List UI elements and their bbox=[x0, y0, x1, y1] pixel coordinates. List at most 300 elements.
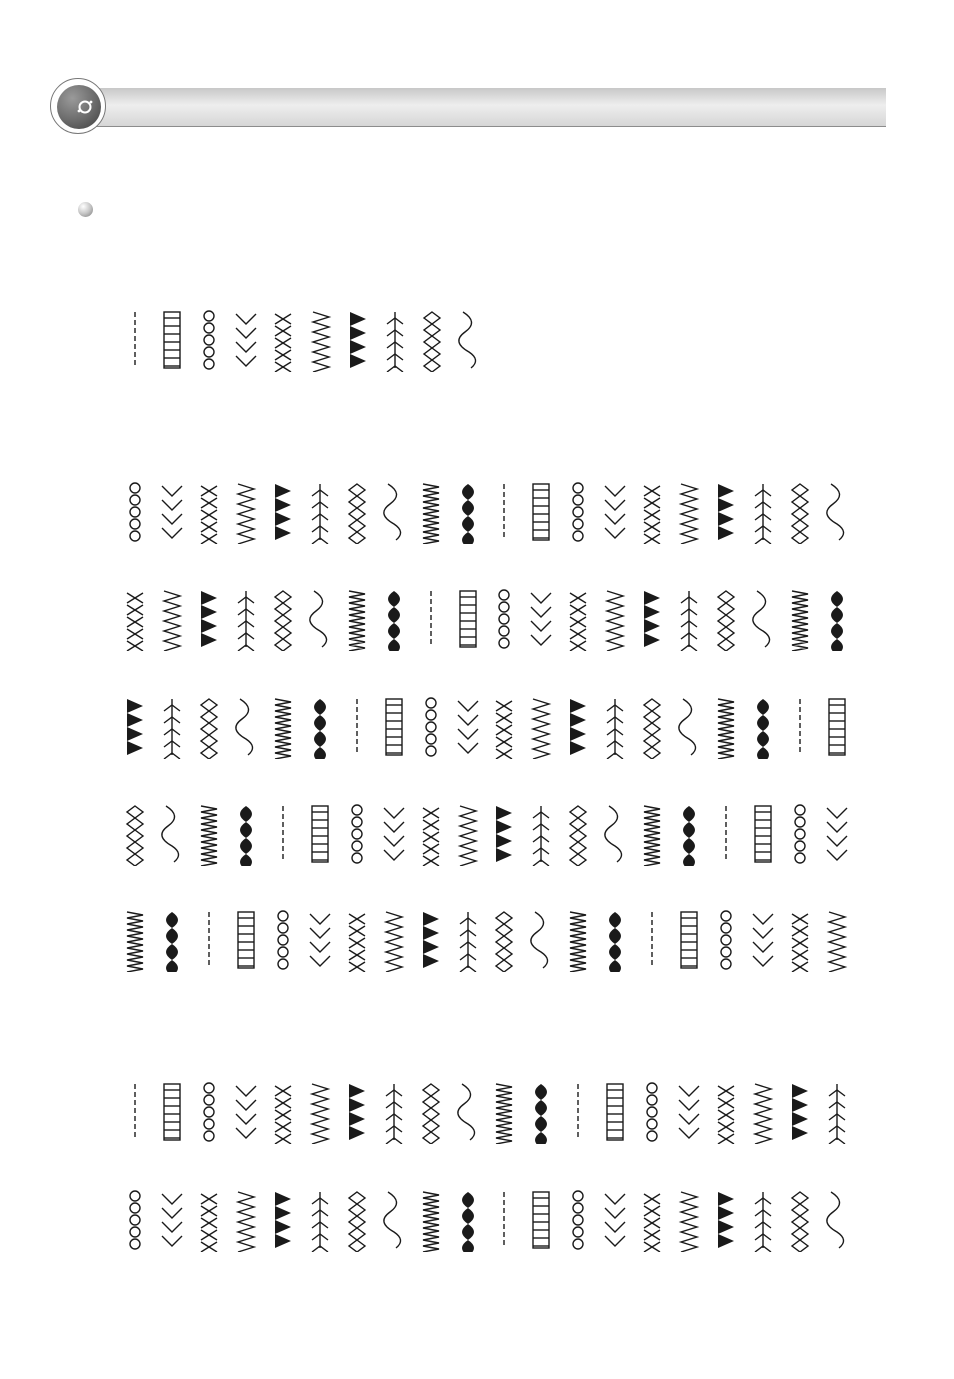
stitch-pattern-icon bbox=[560, 1188, 596, 1252]
stitch-pattern-icon bbox=[819, 695, 855, 759]
stitch-pattern-icon bbox=[597, 1188, 633, 1252]
stitch-pattern-icon bbox=[745, 802, 781, 866]
stitch-pattern-icon bbox=[708, 1080, 744, 1144]
stitch-pattern-icon bbox=[302, 480, 338, 544]
stitch-glyph bbox=[154, 802, 190, 866]
stitch-glyph bbox=[708, 587, 744, 651]
stitch-pattern-icon bbox=[819, 908, 855, 972]
stitch-glyph bbox=[597, 908, 633, 972]
stitch-pattern-icon bbox=[782, 1080, 818, 1144]
stitch-glyph bbox=[560, 908, 596, 972]
stitch-pattern-icon bbox=[302, 587, 338, 651]
stitch-pattern-icon bbox=[708, 908, 744, 972]
stitch-pattern-icon bbox=[117, 587, 153, 651]
stitch-glyph bbox=[782, 695, 818, 759]
stitch-pattern-icon bbox=[265, 1188, 301, 1252]
stitch-glyph bbox=[486, 802, 522, 866]
stitch-pattern-icon bbox=[745, 908, 781, 972]
stitch-glyph bbox=[634, 587, 670, 651]
stitch-glyph bbox=[413, 908, 449, 972]
stitch-pattern-icon bbox=[191, 802, 227, 866]
decorative-stitch-row-4 bbox=[117, 802, 855, 866]
stitch-pattern-icon bbox=[597, 802, 633, 866]
stitch-pattern-icon bbox=[745, 1080, 781, 1144]
stitch-glyph bbox=[819, 802, 855, 866]
stitch-glyph bbox=[377, 308, 413, 372]
stitch-glyph bbox=[302, 1080, 338, 1144]
stitch-pattern-icon bbox=[154, 695, 190, 759]
stitch-glyph bbox=[303, 308, 339, 372]
stitch-glyph bbox=[191, 1080, 227, 1144]
stitch-pattern-icon bbox=[117, 908, 153, 972]
stitch-glyph bbox=[486, 1080, 522, 1144]
stitch-glyph bbox=[560, 802, 596, 866]
stitch-glyph bbox=[745, 908, 781, 972]
stitch-glyph bbox=[597, 1080, 633, 1144]
character-stitch-row-2 bbox=[117, 1188, 855, 1252]
stitch-glyph bbox=[486, 1188, 522, 1252]
stitch-glyph bbox=[819, 1080, 855, 1144]
stitch-glyph bbox=[819, 908, 855, 972]
stitch-pattern-icon bbox=[154, 587, 190, 651]
stitch-pattern-icon bbox=[782, 587, 818, 651]
stitch-pattern-icon bbox=[191, 587, 227, 651]
stitch-pattern-icon bbox=[117, 695, 153, 759]
stitch-pattern-icon bbox=[560, 908, 596, 972]
stitch-glyph bbox=[376, 587, 412, 651]
stitch-pattern-icon bbox=[745, 1188, 781, 1252]
stitch-glyph bbox=[191, 587, 227, 651]
stitch-pattern-icon bbox=[376, 1188, 412, 1252]
stitch-glyph bbox=[634, 480, 670, 544]
stitch-pattern-icon bbox=[191, 1080, 227, 1144]
stitch-pattern-icon bbox=[265, 480, 301, 544]
stitch-glyph bbox=[228, 908, 264, 972]
stitch-glyph bbox=[339, 802, 375, 866]
stitch-glyph bbox=[117, 587, 153, 651]
stitch-pattern-icon bbox=[486, 908, 522, 972]
stitch-pattern-icon bbox=[671, 480, 707, 544]
stitch-pattern-icon bbox=[413, 695, 449, 759]
stitch-pattern-icon bbox=[560, 587, 596, 651]
stitch-pattern-icon bbox=[819, 802, 855, 866]
stitch-pattern-icon bbox=[339, 1080, 375, 1144]
stitch-pattern-icon bbox=[228, 480, 264, 544]
stitch-glyph bbox=[302, 1188, 338, 1252]
stitch-glyph bbox=[450, 480, 486, 544]
stitch-pattern-icon bbox=[117, 802, 153, 866]
stitch-pattern-icon bbox=[339, 480, 375, 544]
decorative-stitch-row-1 bbox=[117, 480, 855, 544]
stitch-pattern-icon bbox=[191, 308, 227, 372]
stitch-pattern-icon bbox=[782, 1188, 818, 1252]
stitch-pattern-icon bbox=[560, 480, 596, 544]
stitch-pattern-icon bbox=[708, 1188, 744, 1252]
stitch-pattern-icon bbox=[376, 480, 412, 544]
stitch-pattern-icon bbox=[782, 695, 818, 759]
stitch-pattern-icon bbox=[634, 695, 670, 759]
stitch-pattern-icon bbox=[819, 480, 855, 544]
stitch-pattern-icon bbox=[560, 1080, 596, 1144]
stitch-glyph bbox=[450, 908, 486, 972]
stitch-pattern-icon bbox=[302, 1080, 338, 1144]
stitch-glyph bbox=[450, 695, 486, 759]
stitch-glyph bbox=[560, 480, 596, 544]
stitch-glyph bbox=[414, 308, 450, 372]
stitch-glyph bbox=[819, 695, 855, 759]
stitch-glyph bbox=[634, 1080, 670, 1144]
stitch-glyph bbox=[265, 1188, 301, 1252]
header-bar bbox=[78, 88, 886, 127]
stitch-glyph bbox=[745, 480, 781, 544]
stitch-glyph bbox=[265, 308, 301, 372]
stitch-pattern-icon bbox=[413, 587, 449, 651]
stitch-pattern-icon bbox=[265, 908, 301, 972]
stitch-glyph bbox=[782, 1080, 818, 1144]
stitch-glyph bbox=[154, 480, 190, 544]
decorative-stitch-row-5 bbox=[117, 908, 855, 972]
stitch-pattern-icon bbox=[523, 480, 559, 544]
stitch-glyph bbox=[708, 480, 744, 544]
stitch-glyph bbox=[376, 480, 412, 544]
stitch-pattern-icon bbox=[339, 1188, 375, 1252]
stitch-glyph bbox=[708, 1188, 744, 1252]
stitch-glyph bbox=[819, 480, 855, 544]
stitch-glyph bbox=[523, 908, 559, 972]
stitch-pattern-icon bbox=[302, 695, 338, 759]
stitch-pattern-icon bbox=[413, 908, 449, 972]
stitch-pattern-icon bbox=[486, 587, 522, 651]
stitch-glyph bbox=[523, 695, 559, 759]
stitch-pattern-icon bbox=[671, 908, 707, 972]
stitch-pattern-icon bbox=[302, 1188, 338, 1252]
stitch-glyph bbox=[117, 308, 153, 372]
stitch-glyph bbox=[819, 1188, 855, 1252]
stitch-pattern-icon bbox=[486, 802, 522, 866]
stitch-glyph bbox=[117, 1188, 153, 1252]
stitch-glyph bbox=[597, 480, 633, 544]
stitch-pattern-icon bbox=[154, 1080, 190, 1144]
stitch-pattern-icon bbox=[414, 308, 450, 372]
stitch-pattern-icon bbox=[376, 1080, 412, 1144]
stitch-glyph bbox=[228, 308, 264, 372]
stitch-glyph bbox=[413, 480, 449, 544]
stitch-pattern-icon bbox=[265, 1080, 301, 1144]
stitch-glyph bbox=[376, 908, 412, 972]
stitch-glyph bbox=[376, 1080, 412, 1144]
stitch-glyph bbox=[339, 1080, 375, 1144]
stitch-glyph bbox=[154, 695, 190, 759]
stitch-pattern-icon bbox=[376, 802, 412, 866]
stitch-pattern-icon bbox=[597, 695, 633, 759]
stitch-pattern-icon bbox=[671, 802, 707, 866]
stitch-glyph bbox=[265, 587, 301, 651]
stitch-pattern-icon bbox=[671, 1188, 707, 1252]
stitch-pattern-icon bbox=[523, 802, 559, 866]
stitch-pattern-icon bbox=[376, 908, 412, 972]
stitch-pattern-icon bbox=[191, 480, 227, 544]
stitch-pattern-icon bbox=[597, 908, 633, 972]
stitch-glyph bbox=[634, 695, 670, 759]
stitch-glyph bbox=[560, 1080, 596, 1144]
stitch-glyph bbox=[782, 802, 818, 866]
stitch-glyph bbox=[376, 802, 412, 866]
stitch-pattern-icon bbox=[339, 802, 375, 866]
stitch-glyph bbox=[191, 802, 227, 866]
stitch-glyph bbox=[782, 1188, 818, 1252]
stitch-glyph bbox=[560, 695, 596, 759]
stitch-glyph bbox=[671, 908, 707, 972]
stitch-glyph bbox=[782, 908, 818, 972]
stitch-pattern-icon bbox=[451, 308, 487, 372]
stitch-pattern-icon bbox=[782, 802, 818, 866]
stitch-pattern-icon bbox=[265, 695, 301, 759]
stitch-glyph bbox=[117, 802, 153, 866]
stitch-glyph bbox=[302, 908, 338, 972]
stitch-glyph bbox=[154, 1080, 190, 1144]
stitch-glyph bbox=[560, 587, 596, 651]
stitch-glyph bbox=[117, 480, 153, 544]
stitch-pattern-icon bbox=[228, 1080, 264, 1144]
grey-bullet-icon bbox=[78, 202, 93, 217]
stitch-glyph bbox=[782, 480, 818, 544]
stitch-glyph bbox=[708, 695, 744, 759]
stitch-pattern-icon bbox=[340, 308, 376, 372]
stitch-glyph bbox=[745, 1188, 781, 1252]
stitch-pattern-icon bbox=[523, 587, 559, 651]
stitch-glyph bbox=[228, 1188, 264, 1252]
stitch-glyph bbox=[819, 587, 855, 651]
stitch-pattern-icon bbox=[486, 695, 522, 759]
stitch-glyph bbox=[671, 480, 707, 544]
stitch-glyph bbox=[745, 587, 781, 651]
stitch-glyph bbox=[634, 1188, 670, 1252]
stitch-pattern-icon bbox=[117, 480, 153, 544]
stitch-pattern-icon bbox=[228, 587, 264, 651]
stitch-pattern-icon bbox=[413, 1080, 449, 1144]
stitch-pattern-icon bbox=[450, 695, 486, 759]
stitch-pattern-icon bbox=[191, 695, 227, 759]
stitch-pattern-icon bbox=[708, 587, 744, 651]
stitch-pattern-icon bbox=[634, 480, 670, 544]
stitch-pattern-icon bbox=[302, 802, 338, 866]
stitch-pattern-icon bbox=[265, 802, 301, 866]
stitch-pattern-icon bbox=[376, 587, 412, 651]
utility-stitch-row bbox=[117, 308, 487, 372]
stitch-pattern-icon bbox=[413, 802, 449, 866]
stitch-pattern-icon bbox=[154, 1188, 190, 1252]
stitch-pattern-icon bbox=[450, 1080, 486, 1144]
stitch-pattern-icon bbox=[634, 1080, 670, 1144]
stitch-pattern-icon bbox=[265, 587, 301, 651]
stitch-pattern-icon bbox=[597, 1080, 633, 1144]
stitch-pattern-icon bbox=[265, 308, 301, 372]
stitch-pattern-icon bbox=[523, 695, 559, 759]
character-stitch-row-1 bbox=[117, 1080, 855, 1144]
stitch-pattern-icon bbox=[708, 802, 744, 866]
stitch-glyph bbox=[265, 802, 301, 866]
stitch-glyph bbox=[745, 1080, 781, 1144]
stitch-pattern-icon bbox=[117, 1080, 153, 1144]
stitch-pattern-icon bbox=[634, 1188, 670, 1252]
stitch-pattern-icon bbox=[228, 308, 264, 372]
stitch-glyph bbox=[154, 908, 190, 972]
stitch-pattern-icon bbox=[154, 802, 190, 866]
section-header bbox=[50, 78, 888, 134]
stitch-glyph bbox=[339, 1188, 375, 1252]
stitch-glyph bbox=[191, 1188, 227, 1252]
stitch-glyph bbox=[671, 1080, 707, 1144]
stitch-glyph bbox=[413, 802, 449, 866]
stitch-pattern-icon bbox=[745, 695, 781, 759]
stitch-glyph bbox=[597, 587, 633, 651]
stitch-glyph bbox=[191, 908, 227, 972]
stitch-glyph bbox=[486, 480, 522, 544]
stitch-pattern-icon bbox=[671, 695, 707, 759]
stitch-pattern-icon bbox=[782, 480, 818, 544]
stitch-glyph bbox=[117, 908, 153, 972]
stitch-glyph bbox=[523, 480, 559, 544]
stitch-pattern-icon bbox=[228, 908, 264, 972]
stitch-glyph bbox=[302, 695, 338, 759]
stitch-glyph bbox=[597, 695, 633, 759]
stitch-pattern-icon bbox=[303, 308, 339, 372]
stitch-pattern-icon bbox=[339, 587, 375, 651]
decorative-stitch-row-2 bbox=[117, 587, 855, 651]
stitch-glyph bbox=[413, 1188, 449, 1252]
stitch-glyph bbox=[228, 695, 264, 759]
stitch-glyph bbox=[339, 587, 375, 651]
stitch-glyph bbox=[228, 802, 264, 866]
stitch-glyph bbox=[228, 1080, 264, 1144]
stitch-glyph bbox=[154, 1188, 190, 1252]
stitch-pattern-icon bbox=[819, 1080, 855, 1144]
stitch-pattern-icon bbox=[486, 1188, 522, 1252]
stitch-glyph bbox=[745, 802, 781, 866]
header-badge bbox=[50, 78, 106, 134]
stitch-glyph bbox=[597, 1188, 633, 1252]
stitch-pattern-icon bbox=[228, 695, 264, 759]
stitch-glyph bbox=[671, 802, 707, 866]
stitch-glyph bbox=[339, 695, 375, 759]
stitch-pattern-icon bbox=[154, 480, 190, 544]
stitch-pattern-icon bbox=[523, 908, 559, 972]
stitch-glyph bbox=[413, 587, 449, 651]
stitch-pattern-icon bbox=[450, 802, 486, 866]
stitch-pattern-icon bbox=[819, 587, 855, 651]
stitch-glyph bbox=[340, 308, 376, 372]
stitch-pattern-icon bbox=[376, 695, 412, 759]
stitch-glyph bbox=[265, 908, 301, 972]
stitch-glyph bbox=[302, 587, 338, 651]
stitch-glyph bbox=[523, 1080, 559, 1144]
stitch-glyph bbox=[708, 908, 744, 972]
stitch-glyph bbox=[302, 802, 338, 866]
stitch-pattern-icon bbox=[191, 1188, 227, 1252]
stitch-glyph bbox=[450, 1188, 486, 1252]
stitch-pattern-icon bbox=[450, 480, 486, 544]
stitch-pattern-icon bbox=[228, 802, 264, 866]
stitch-glyph bbox=[671, 1188, 707, 1252]
stitch-glyph bbox=[597, 802, 633, 866]
stitch-pattern-icon bbox=[597, 480, 633, 544]
stitch-glyph bbox=[265, 1080, 301, 1144]
stitch-pattern-icon bbox=[413, 480, 449, 544]
stitch-pattern-icon bbox=[339, 695, 375, 759]
stitch-pattern-icon bbox=[339, 908, 375, 972]
stitch-pattern-icon bbox=[523, 1188, 559, 1252]
stitch-pattern-icon bbox=[560, 802, 596, 866]
stitch-glyph bbox=[450, 1080, 486, 1144]
stitch-glyph bbox=[228, 480, 264, 544]
stitch-glyph bbox=[451, 308, 487, 372]
stitch-pattern-icon bbox=[450, 908, 486, 972]
stitch-pattern-icon bbox=[708, 480, 744, 544]
stitch-glyph bbox=[191, 695, 227, 759]
stitch-pattern-icon bbox=[745, 587, 781, 651]
stitch-pattern-icon bbox=[377, 308, 413, 372]
stitch-pattern-icon bbox=[191, 908, 227, 972]
stitch-glyph bbox=[486, 587, 522, 651]
stitch-pattern-icon bbox=[154, 308, 190, 372]
stitch-pattern-icon bbox=[450, 1188, 486, 1252]
stitch-pattern-icon bbox=[597, 587, 633, 651]
stitch-glyph bbox=[523, 802, 559, 866]
stitch-pattern-icon bbox=[708, 695, 744, 759]
stitch-pattern-icon bbox=[634, 908, 670, 972]
stitch-glyph bbox=[782, 587, 818, 651]
stitch-glyph bbox=[486, 695, 522, 759]
stitch-glyph bbox=[117, 695, 153, 759]
stitch-glyph bbox=[265, 480, 301, 544]
stitch-pattern-icon bbox=[819, 1188, 855, 1252]
stitch-glyph bbox=[376, 695, 412, 759]
stitch-glyph bbox=[191, 480, 227, 544]
stitch-glyph bbox=[339, 480, 375, 544]
stitch-pattern-icon bbox=[671, 587, 707, 651]
stitch-pattern-icon bbox=[302, 908, 338, 972]
stitch-glyph bbox=[486, 908, 522, 972]
stitch-glyph bbox=[523, 1188, 559, 1252]
stitch-pattern-icon bbox=[745, 480, 781, 544]
stitch-glyph bbox=[413, 695, 449, 759]
stitch-glyph bbox=[302, 480, 338, 544]
stitch-pattern-icon bbox=[634, 802, 670, 866]
stitch-pattern-icon bbox=[560, 695, 596, 759]
stitch-pattern-icon bbox=[523, 1080, 559, 1144]
stitch-pattern-icon bbox=[782, 908, 818, 972]
stitch-pattern-icon bbox=[634, 587, 670, 651]
stitch-pattern-icon bbox=[486, 1080, 522, 1144]
stitch-pattern-icon bbox=[450, 587, 486, 651]
stitch-glyph bbox=[450, 587, 486, 651]
stitch-glyph bbox=[413, 1080, 449, 1144]
stitch-glyph bbox=[560, 1188, 596, 1252]
stitch-glyph bbox=[634, 802, 670, 866]
stitch-glyph bbox=[191, 308, 227, 372]
stitch-glyph bbox=[154, 308, 190, 372]
stitch-pattern-icon bbox=[486, 480, 522, 544]
stitch-pattern-icon bbox=[671, 1080, 707, 1144]
stitch-pattern-icon bbox=[228, 1188, 264, 1252]
stitch-pattern-icon bbox=[117, 1188, 153, 1252]
stitch-pattern-icon bbox=[413, 1188, 449, 1252]
decorative-stitch-row-3 bbox=[117, 695, 855, 759]
stitch-glyph bbox=[450, 802, 486, 866]
stitch-glyph bbox=[117, 1080, 153, 1144]
presser-foot-dial-icon bbox=[77, 99, 93, 115]
stitch-glyph bbox=[376, 1188, 412, 1252]
